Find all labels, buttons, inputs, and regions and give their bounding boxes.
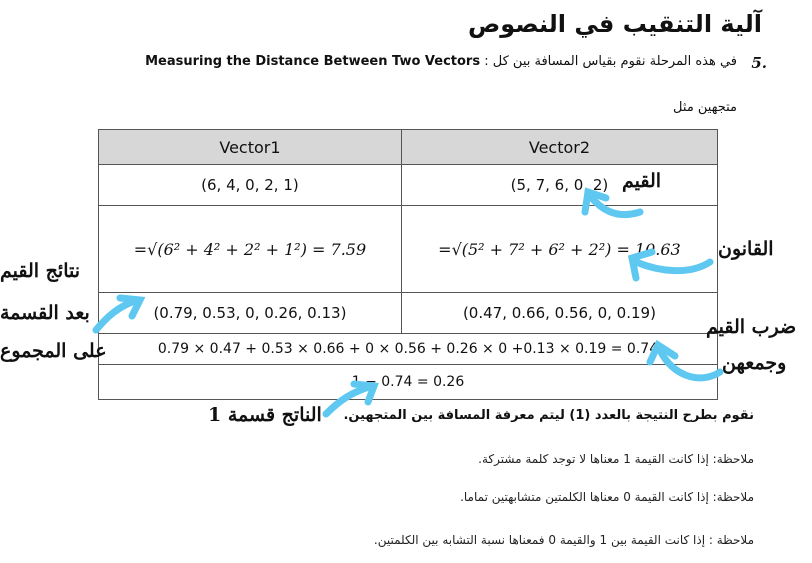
annotation-law: القانون xyxy=(718,238,774,260)
annotation-output: الناتج قسمة 1 xyxy=(208,404,322,426)
vector2-norm: =√(5² + 7² + 6² + 2²) = 10.63 xyxy=(401,206,717,293)
annotation-left-line1: نتائج القيم xyxy=(0,260,81,282)
vector2-values: (5, 7, 6, 0, 2) xyxy=(401,165,717,206)
vector1-norm: =√(6² + 4² + 2² + 1²) = 7.59 xyxy=(99,206,402,293)
annotation-sum: وجمعهن xyxy=(722,352,787,374)
annotation-multiply: ضرب القيم xyxy=(706,316,797,338)
annotation-values: القيم xyxy=(622,170,662,192)
dot-product: 0.79 × 0.47 + 0.53 × 0.66 + 0 × 0.56 + 0.26 × 0 +0.13 × 0.19 = 0.74 xyxy=(99,334,718,365)
item-number: 5. xyxy=(751,54,767,72)
arrow-law xyxy=(636,262,710,271)
item-separator: : xyxy=(484,54,489,69)
annotation-left-line2: بعد القسمة xyxy=(0,302,90,324)
vector1-values: (6, 4, 0, 2, 1) xyxy=(99,165,402,206)
header-vector2: Vector2 xyxy=(401,130,717,165)
note-2: ملاحظة: إذا كانت القيمة 0 معناها الكلمتين متشابهتين تماما. xyxy=(460,490,754,504)
note-3: ملاحظة : إذا كانت القيمة بين 1 والقيمة 0 فمعناها نسبة التشابه بين الكلمتين. xyxy=(373,533,754,547)
vector1-normalized: (0.79, 0.53, 0, 0.26, 0.13) xyxy=(99,293,402,334)
page-title: آلية التنقيب في النصوص xyxy=(468,10,762,38)
item-continuation: متجهين مثل xyxy=(673,100,737,115)
note-1: ملاحظة: إذا كانت القيمة 1 معناها لا توجد كلمة مشتركة. xyxy=(478,452,754,466)
vector2-normalized: (0.47, 0.66, 0.56, 0, 0.19) xyxy=(401,293,717,334)
item-english-term: Measuring the Distance Between Two Vectors xyxy=(145,54,481,69)
distance-result: 1 − 0.74 = 0.26 xyxy=(99,365,718,400)
item-arabic-text: في هذه المرحلة نقوم بقياس المسافة بين كل xyxy=(492,54,737,69)
header-vector1: Vector1 xyxy=(99,130,402,165)
subtraction-explanation: نقوم بطرح النتيجة بالعدد (1) ليتم معرفة المسافة بين المتجهين. xyxy=(343,408,754,423)
annotation-left-line3: على المجموع xyxy=(0,340,107,362)
